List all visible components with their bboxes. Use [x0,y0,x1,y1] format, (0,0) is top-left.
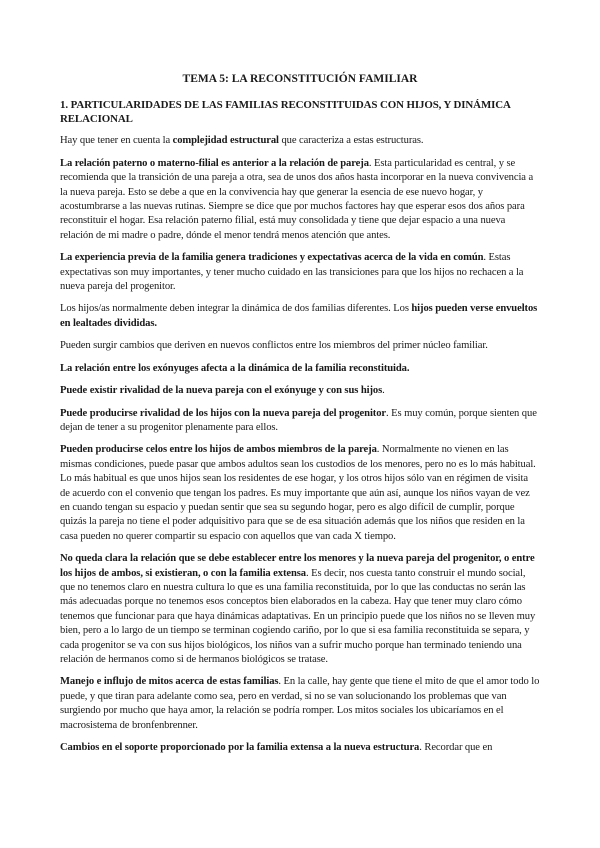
paragraph-relacion-paterno: La relación paterno o materno-filial es anterior a la relación de pareja. Esta particularidad es central, y se recomienda que la transición de una pareja a otra, sea de unos dos años hasta incorporar en la nueva convivencia a la nueva pareja. Esto se debe a que en la convivencia hay que generar la esencia de ese nuevo hogar, y acostumbrarse a las nuevas rutinas. Siempre se dice que por muchos factores hay que esperar esos dos años para reconstituir el hogar. Esa relación paterno filial, está muy consolidada y tiene que dejar espacio a una nueva relación de mi madre o padre, dónde el menor tendrá menos atención que antes. [60,157,534,241]
paragraph-rivalidad-hijos: Puede producirse rivalidad de los hijos con la nueva pareja del progenitor. Es muy común, porque sienten que dejan de tener a su progenitor plenamente para ellos. [60,407,537,433]
paragraph-lealtades: Los hijos/as normalmente deben integrar la dinámica de dos familias diferentes. Los hijos pueden verse envueltos en lealtades divididas. [60,303,538,329]
paragraph-nuevos-conflictos: Pueden surgir cambios que deriven en nuevos conflictos entre los miembros del primer núcleo familiar. [60,340,488,352]
section-heading: 1. PARTICULARIDADES DE LAS FAMILIAS RECONSTITUIDAS CON HIJOS, Y DINÁMICA RELACIONAL [60,99,511,126]
page-title: TEMA 5: LA RECONSTITUCIÓN FAMILIAR [182,73,418,85]
paragraph-complejidad: Hay que tener en cuenta la complejidad estructural que caracteriza a estas estructuras. [60,135,424,147]
paragraph-mitos: Manejo e influjo de mitos acerca de estas familias. En la calle, hay gente que tiene el mito de que el amor todo lo puede, y que tiran para adelante como sea, pero en verdad, si no se van solucionando los problemas que van surgiendo por mucho que haya amor, la relación se podría romper. Los mitos sociales los ubicaríamos en el macrosistema de bronfenbrenner. [60,676,540,731]
paragraph-experiencia-previa: La experiencia previa de la familia genera tradiciones y expectativas acerca de la vida en común. Estas expectativas son muy importantes, y tener mucho cuidado en las transiciones para que los hijos no rechacen a la nueva pareja del progenitor. [60,252,524,293]
paragraph-relacion-menores: No queda clara la relación que se debe establecer entre los menores y la nueva pareja del progenitor, o entre los hijos de ambos, si existieran, o con la familia extensa. Es decir, nos cuesta tanto construir el mundo social, que no tenemos claro en nuestra cultura lo que es una familia reconstituida, por lo que las conductas no serán las más adecuadas porque no tenemos esos conceptos bien elaborados en la cabeza. Hay que tener muy claro cómo tenemos que funcionar para que haya dinámicas adaptativas. En un principio puede que los niños no se lleven muy bien, pero a lo largo de un tiempo se terminan cogiendo cariño, por lo que si esa familia reconstituida se separa, y cada progenitor se va con sus hijos biológicos, los niños van a sufrir mucho porque han terminado teniendo una relación de hermanos como si de hermanos biológicos se tratase. [60,553,536,665]
paragraph-familia-extensa: Cambios en el soporte proporcionado por la familia extensa a la nueva estructura. Recordar que en [60,742,493,754]
paragraph-rivalidad-pareja: Puede existir rivalidad de la nueva pareja con el exónyuge y con sus hijos. [60,385,385,397]
paragraph-celos: Pueden producirse celos entre los hijos de ambos miembros de la pareja. Normalmente no vienen en las mismas condiciones, puede pasar que ambos adultos sean los custodios de los menores, pero no es lo más habitual. Lo más habitual es que unos hijos sean los residentes de ese hogar, y los otros hijos sólo van en régimen de visita de acuerdo con el convenio que tengan los padres. Es muy importante que aún así, aunque los niños vayan de vez en cuando tengan su espacio y puedan sentir que sea su segundo hogar, pero es algo difícil de cumplir, porque quizás la pareja no tiene el poder adquisitivo para que se de esa situación además que los niños que residen en la casa pueden no querer compartir su espacio con aquellos que van cada X tiempo. [60,444,536,542]
paragraph-exconyuges: La relación entre los exónyuges afecta a la dinámica de la familia reconstituida. [60,362,410,374]
